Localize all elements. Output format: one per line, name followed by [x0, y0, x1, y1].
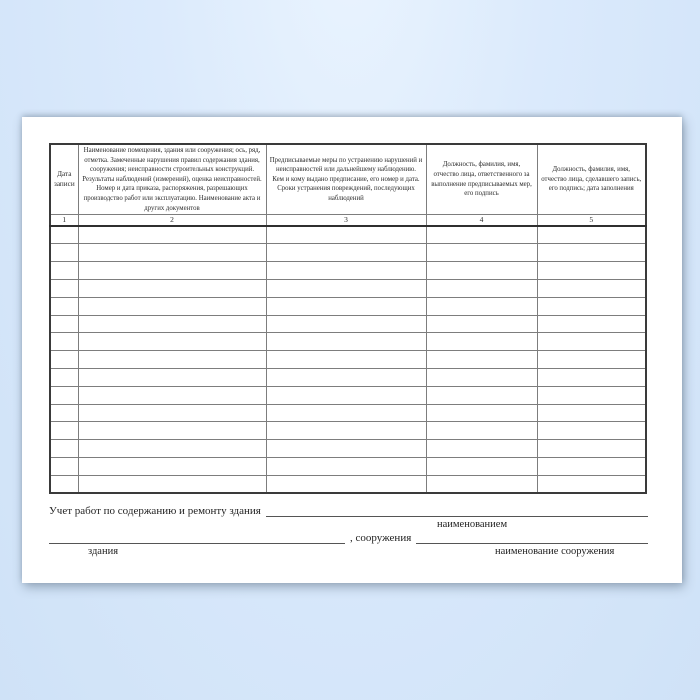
empty-cell — [78, 262, 266, 280]
empty-cell — [537, 226, 646, 244]
empty-cell — [266, 280, 426, 298]
empty-cell — [537, 280, 646, 298]
table-row — [50, 369, 646, 387]
empty-cell — [537, 297, 646, 315]
empty-cell — [266, 369, 426, 387]
empty-cell — [537, 458, 646, 476]
fill-in-blank — [416, 530, 648, 544]
footer-line2-label: , сооружения — [350, 532, 412, 544]
empty-cell — [426, 244, 537, 262]
header-row — [50, 144, 646, 215]
empty-cell — [78, 280, 266, 298]
empty-cell — [426, 262, 537, 280]
empty-cell — [426, 333, 537, 351]
empty-cell — [50, 369, 78, 387]
column-number: 2 — [78, 215, 266, 227]
table-row — [50, 386, 646, 404]
empty-cell — [78, 369, 266, 387]
empty-cell — [426, 351, 537, 369]
empty-cell — [266, 386, 426, 404]
empty-cell — [266, 458, 426, 476]
empty-cell — [426, 422, 537, 440]
empty-cell — [537, 475, 646, 493]
empty-cell — [537, 404, 646, 422]
empty-cell — [50, 386, 78, 404]
empty-cell — [50, 315, 78, 333]
empty-cell — [537, 315, 646, 333]
empty-cell — [537, 422, 646, 440]
empty-cell — [426, 458, 537, 476]
table-row — [50, 475, 646, 493]
empty-cell — [426, 369, 537, 387]
empty-cell — [50, 226, 78, 244]
column-header-responsible: Должность, фамилия, имя, отчество лица, ответственного за выполнение предписываемых мер, его подпись — [426, 144, 537, 215]
table-row — [50, 351, 646, 369]
empty-cell — [266, 333, 426, 351]
empty-cell — [266, 244, 426, 262]
empty-cell — [266, 351, 426, 369]
column-header-recorder: Должность, фамилия, имя, отчество лица, сделавшего запись, его подпись; дата заполнения — [537, 144, 646, 215]
empty-cell — [78, 475, 266, 493]
table-row — [50, 244, 646, 262]
empty-cell — [426, 297, 537, 315]
footer-caption-name: наименованием — [437, 519, 508, 530]
empty-cell — [266, 404, 426, 422]
empty-cell — [78, 244, 266, 262]
empty-cell — [537, 262, 646, 280]
empty-cell — [426, 475, 537, 493]
table-row — [50, 422, 646, 440]
empty-cell — [50, 297, 78, 315]
column-header-date: Дата записи — [50, 144, 78, 215]
footer-line1-label: Учет работ по содержанию и ремонту здания — [49, 505, 261, 517]
empty-cell — [266, 440, 426, 458]
empty-cell — [537, 244, 646, 262]
empty-cell — [537, 440, 646, 458]
empty-cell — [266, 297, 426, 315]
empty-cell — [50, 440, 78, 458]
footer-line-2 — [49, 529, 648, 544]
table-row — [50, 333, 646, 351]
fill-in-blank — [266, 503, 648, 517]
empty-cell — [78, 458, 266, 476]
table-row — [50, 280, 646, 298]
empty-cell — [78, 386, 266, 404]
footer-line-1 — [49, 502, 648, 517]
footer-caption-building: здания — [88, 546, 119, 557]
empty-cell — [50, 475, 78, 493]
empty-cell — [426, 315, 537, 333]
column-number-row — [50, 215, 646, 227]
empty-cell — [78, 422, 266, 440]
empty-cell — [50, 422, 78, 440]
table-row — [50, 297, 646, 315]
document-sheet — [22, 117, 682, 583]
empty-cell — [50, 404, 78, 422]
journal-table — [49, 143, 647, 494]
empty-cell — [426, 280, 537, 298]
fill-in-blank — [49, 530, 345, 544]
table-row — [50, 458, 646, 476]
empty-cell — [266, 475, 426, 493]
empty-cell — [537, 386, 646, 404]
empty-cell — [266, 422, 426, 440]
empty-cell — [266, 315, 426, 333]
empty-cell — [78, 440, 266, 458]
empty-cell — [537, 369, 646, 387]
column-number: 1 — [50, 215, 78, 227]
table-row — [50, 440, 646, 458]
footer-caption-structure-name: наименование сооружения — [495, 546, 615, 557]
empty-cell — [50, 458, 78, 476]
column-number: 3 — [266, 215, 426, 227]
column-header-measures: Предписываемые меры по устранению нарушений и неисправностей или дальнейшему наблюдению. Кем и кому выдано предписание, его номер и дата. Сроки устранения повреждений, последующих наблюдений — [266, 144, 426, 215]
empty-cell — [50, 262, 78, 280]
table-row — [50, 404, 646, 422]
table-row — [50, 315, 646, 333]
empty-cell — [426, 440, 537, 458]
empty-cell — [78, 333, 266, 351]
empty-cell — [266, 262, 426, 280]
empty-cell — [537, 351, 646, 369]
column-header-description: Наименование помещения, здания или сооружения; ось, ряд, отметка. Замеченные нарушения правил содержания здания, сооружения; неисправности строительных конструкций. Результаты наблюдений (измерений), оценка неисправностей. Номер и дата приказа, распоряжения, разрешающих производство работ или эксплуатацию. Наименование акта и других документов — [78, 144, 266, 215]
table-row — [50, 226, 646, 244]
empty-cell — [50, 333, 78, 351]
empty-cell — [78, 351, 266, 369]
column-number: 5 — [537, 215, 646, 227]
column-number: 4 — [426, 215, 537, 227]
empty-cell — [78, 315, 266, 333]
table-row — [50, 262, 646, 280]
empty-cell — [78, 226, 266, 244]
empty-cell — [78, 297, 266, 315]
empty-cell — [426, 226, 537, 244]
empty-cell — [266, 226, 426, 244]
empty-cell — [78, 404, 266, 422]
empty-cell — [50, 244, 78, 262]
empty-cell — [426, 386, 537, 404]
empty-cell — [426, 404, 537, 422]
empty-cell — [50, 280, 78, 298]
empty-cell — [50, 351, 78, 369]
empty-cell — [537, 333, 646, 351]
